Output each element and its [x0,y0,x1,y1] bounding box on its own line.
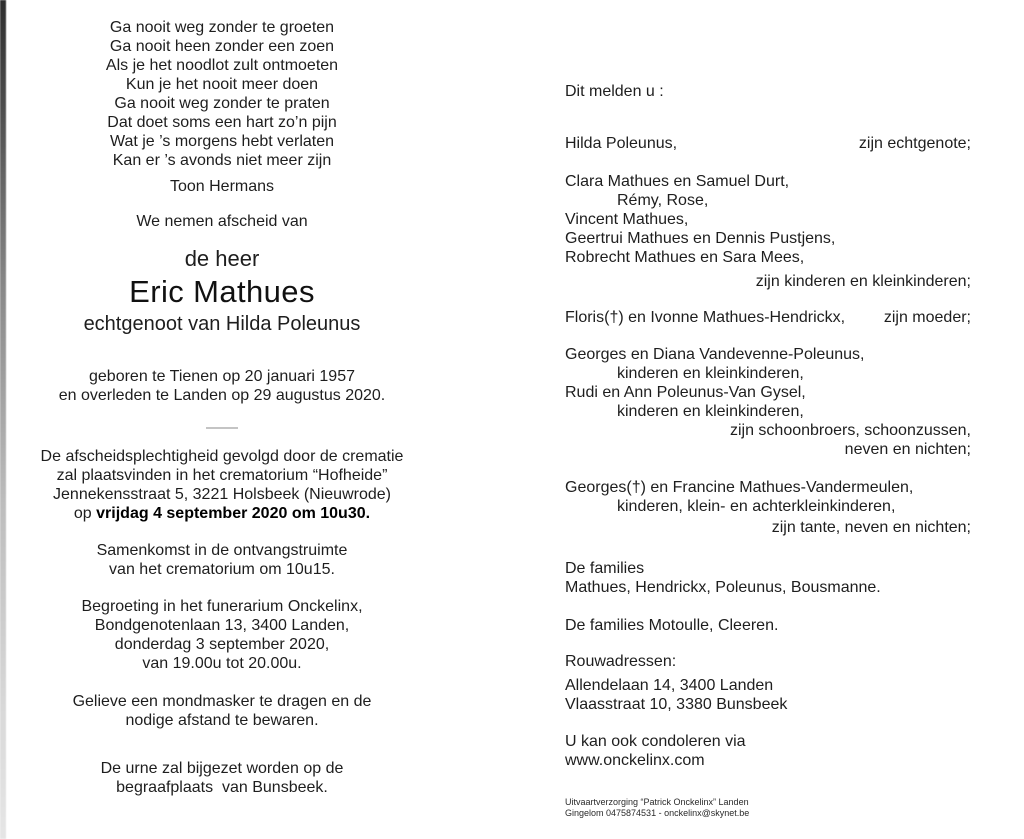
urn-notice [22,759,422,797]
family-line: Geertrui Mathues en Dennis Pustjens, [565,230,836,247]
condolence-info [565,732,971,770]
ceremony-line: zal plaatsvinden in het crematorium “Hofheide” [56,467,388,484]
poem-author: Toon Hermans [169,178,275,195]
notice-heading: Dit melden u : [565,83,664,100]
gathering-details [22,541,422,579]
ceremony-date: vrijdag 4 september 2020 om 10u30. [96,505,371,522]
poem-line: Ga nooit weg zonder te groeten [109,19,335,36]
ceremony-details [22,447,422,523]
poem-line: Wat je ’s morgens hebt verlaten [109,133,335,150]
farewell-intro: We nemen afscheid van [136,213,308,230]
families-line: De families [565,560,645,577]
poem-line: Als je het noodlot zult ontmoeten [105,57,339,74]
aunt-list [565,478,971,516]
visitation-line: Begroeting in het funerarium Onckelinx, [81,598,363,615]
poem-line: Dat doet soms een hart zo’n pijn [107,114,337,131]
covid-line: Gelieve een mondmasker te dragen en de [72,693,372,710]
life-dates [22,367,422,405]
visitation-line: donderdag 3 september 2020, [114,636,330,653]
died-line: en overleden te Landen op 29 augustus 2020. [58,387,386,404]
mother-row [565,308,971,327]
mother-relation: zijn moeder; [883,309,971,326]
spouse-of-line: echtgenoot van Hilda Poleunus [83,313,361,335]
ceremony-date-line [22,504,422,523]
family-line: Georges en Diana Vandevenne-Poleunus, [565,346,865,363]
poem-line: Kan er ’s avonds niet meer zijn [112,152,332,169]
children-list [565,172,971,267]
visitation-line: van 19.00u tot 20.00u. [142,655,302,672]
born-line: geboren te Tienen op 20 januari 1957 [89,368,355,385]
poem-line: Ga nooit weg zonder te praten [114,95,330,112]
mourning-address: Vlaasstraat 10, 3380 Bunsbeek [565,696,788,713]
ceremony-line: Jennekensstraat 5, 3221 Holsbeek (Nieuwrode) [53,486,391,503]
visitation-details [22,597,422,673]
families-primary [565,559,971,597]
inlaws-relation: neven en nichten; [844,441,971,458]
spouse-relation: zijn echtgenote; [858,135,971,152]
family-line: Robrecht Mathues en Sara Mees, [565,249,805,266]
ceremony-date-prefix: op [73,505,97,522]
family-line: kinderen en kleinkinderen, [617,365,804,382]
right-column [565,82,971,819]
inlaws-relation: zijn schoonbroers, schoonzussen, [729,422,971,439]
poem-line: Kun je het nooit meer doen [125,76,319,93]
inlaws-list [565,345,971,421]
family-line: Clara Mathues en Samuel Durt, [565,173,790,190]
family-line: kinderen en kleinkinderen, [617,403,804,420]
section-divider [206,427,238,429]
urn-line: De urne zal bijgezet worden op de [100,760,344,777]
poem-line: Ga nooit heen zonder een zoen [109,38,335,55]
mother-names: Floris(†) en Ivonne Mathues-Hendrickx, [565,309,846,326]
mourning-addresses [565,676,971,714]
urn-line: begraafplaats van Bunsbeek. [116,779,328,796]
families-line: Mathues, Hendrickx, Poleunus, Bousmanne. [565,579,881,596]
scan-edge-artifact [0,0,6,839]
visitation-line: Bondgenotenlaan 13, 3400 Landen, [94,617,350,634]
left-column [22,18,422,797]
condolence-url: www.onckelinx.com [565,752,705,769]
family-line: Vincent Mathues, [565,211,689,228]
children-relation: zijn kinderen en kleinkinderen; [755,273,971,290]
gathering-line: Samenkomst in de ontvangstruimte [96,542,348,559]
spouse-row [565,134,971,153]
undertaker-note [565,797,971,819]
undertaker-line: Gingelom 0475874531 - onckelinx@skynet.be [565,808,750,818]
family-line: Rémy, Rose, [617,192,709,209]
mourning-heading: Rouwadressen: [565,653,677,670]
covid-line: nodige afstand te bewaren. [125,712,319,729]
gathering-line: van het crematorium om 10u15. [109,561,335,578]
deceased-name: Eric Mathues [129,274,315,309]
condolence-line: U kan ook condoleren via [565,733,746,750]
family-line: kinderen, klein- en achterkleinkinderen, [617,498,896,515]
poem [22,18,422,170]
honorific: de heer [184,246,260,271]
undertaker-line: Uitvaartverzorging “Patrick Onckelinx” Landen [565,797,749,807]
family-line: Georges(†) en Francine Mathues-Vandermeulen, [565,479,914,496]
spouse-names: Hilda Poleunus, [565,135,678,152]
family-line: Rudi en Ann Poleunus-Van Gysel, [565,384,806,401]
families-secondary: De families Motoulle, Cleeren. [565,617,779,634]
ceremony-line: De afscheidsplechtigheid gevolgd door de crematie [40,448,404,465]
covid-notice [22,692,422,730]
aunt-relation: zijn tante, neven en nichten; [771,519,971,536]
mourning-address: Allendelaan 14, 3400 Landen [565,677,774,694]
